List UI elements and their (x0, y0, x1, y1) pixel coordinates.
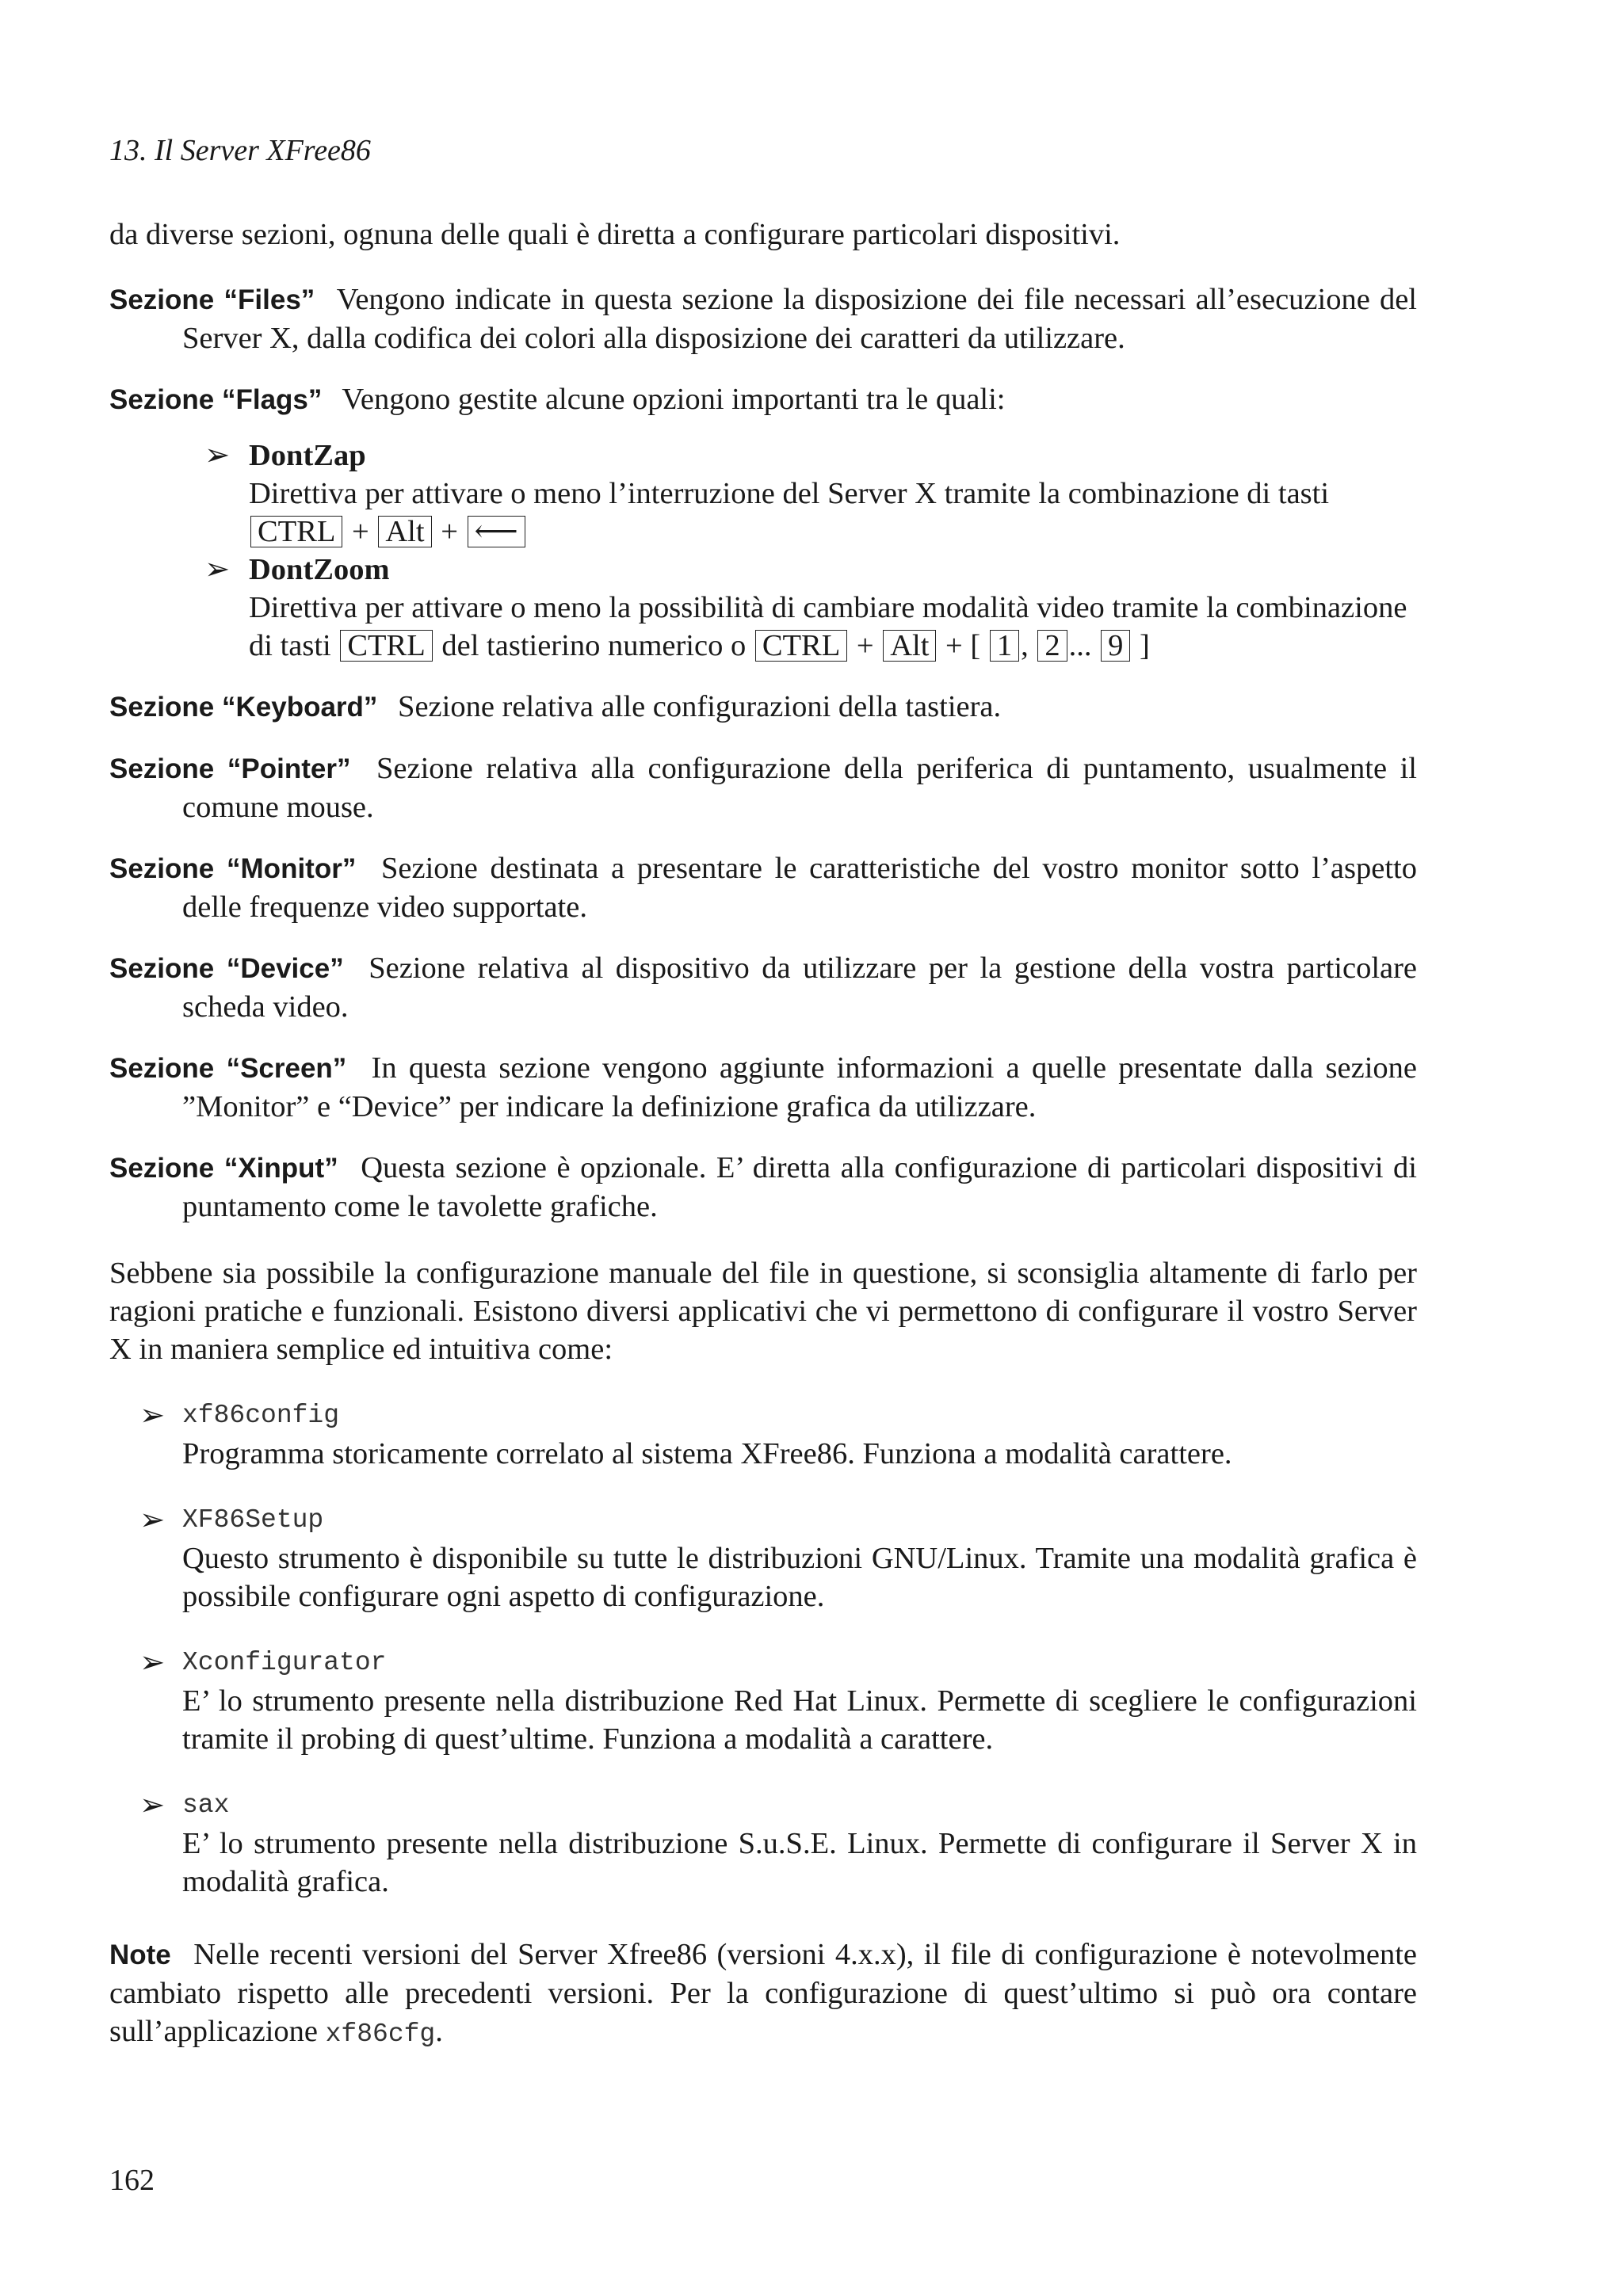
note-text: Nelle recenti versioni del Server Xfree86 (versioni 4.x.x), il file di configurazione è notevolmente cambiato rispetto alle precedenti versioni. Per la configurazione di quest’ultimo si può ora contare sull’applicazione (109, 1938, 1418, 2048)
section-keyboard-text: Sezione relativa alle configurazioni della tastiera. (398, 690, 1002, 723)
page-number: 162 (109, 2164, 155, 2197)
section-device (109, 949, 1417, 1026)
key-1: 1 (990, 630, 1019, 662)
section-flags-label: Sezione “Flags” (109, 384, 323, 415)
section-xinput-label: Sezione “Xinput” (109, 1153, 338, 1184)
tools-list (109, 1397, 1417, 1901)
section-keyboard (109, 688, 1417, 727)
section-pointer-text: Sezione relativa alla configurazione della periferica di puntamento, usualmente il comune mouse. (182, 752, 1417, 824)
section-screen-text: In questa sezione vengono aggiunte informazioni a quelle presentate dalla sezione ”Monitor” e “Device” per indicare la definizione grafica da utilizzare. (182, 1051, 1417, 1123)
arrow-icon: ➢ (204, 439, 231, 472)
flag-dontzoom-text2: del tastierino numerico o (441, 629, 747, 662)
tool-item (109, 1501, 1417, 1615)
note-app-name: xf86cfg (325, 2019, 436, 2049)
section-pointer-label: Sezione “Pointer” (109, 753, 351, 784)
flags-list (109, 437, 1417, 665)
key-backspace-icon: ⟵ (468, 516, 525, 547)
tool-name: XF86Setup (182, 1505, 324, 1535)
note-end: . (435, 2015, 443, 2048)
key-2: 2 (1037, 630, 1067, 662)
section-monitor-label: Sezione “Monitor” (109, 853, 357, 884)
tool-desc: E’ lo strumento presente nella distribuzione S.u.S.E. Linux. Permette di configurare il Server X in modalità grafica. (182, 1827, 1417, 1898)
arrow-icon: ➢ (204, 553, 231, 586)
section-flags (109, 380, 1417, 419)
section-flags-text: Vengono gestite alcune opzioni importanti tra le quali: (342, 383, 1006, 416)
section-screen (109, 1049, 1417, 1126)
body-paragraph: Sebbene sia possibile la configurazione manuale del file in questione, si sconsiglia altamente di farlo per ragioni pratiche e funzionali. Esistono diversi applicativi che vi permettono di configurare il vostro Server X in maniera semplice ed intuitiva come: (109, 1257, 1417, 1366)
tool-item (109, 1397, 1417, 1473)
tool-item (109, 1787, 1417, 1901)
section-device-text: Sezione relativa al dispositivo da utilizzare per la gestione della vostra particolare scheda video. (182, 952, 1418, 1024)
arrow-icon: ➢ (139, 1504, 166, 1537)
running-head: 13. Il Server XFree86 (109, 134, 371, 167)
flag-dontzoom (109, 551, 1417, 665)
tool-name: sax (182, 1791, 230, 1820)
bracket-close: ] (1139, 629, 1150, 662)
arrow-icon: ➢ (139, 1646, 166, 1680)
intro-text: da diverse sezioni, ognuna delle quali è diretta a configurare particolari dispositivi. (109, 218, 1121, 251)
note-paragraph (109, 1936, 1417, 2054)
arrow-icon: ➢ (139, 1789, 166, 1822)
section-files (109, 280, 1417, 357)
tool-name: Xconfigurator (182, 1648, 387, 1677)
section-monitor (109, 849, 1417, 926)
section-xinput (109, 1149, 1417, 1226)
flag-dontzap-text: Direttiva per attivare o meno l’interruzione del Server X tramite la combinazione di tasti (249, 477, 1330, 510)
key-ctrl: CTRL (250, 516, 342, 547)
comma: , (1021, 629, 1029, 662)
plus-sign: + (352, 515, 369, 548)
tool-desc: E’ lo strumento presente nella distribuzione Red Hat Linux. Permette di scegliere le configurazioni tramite il probing di quest’ultime. Funziona a modalità a carattere. (182, 1684, 1417, 1756)
plus-sign: + (945, 629, 963, 662)
section-pointer (109, 749, 1417, 826)
tool-desc: Programma storicamente correlato al sistema XFree86. Funziona a modalità carattere. (182, 1437, 1232, 1470)
section-monitor-text: Sezione destinata a presentare le caratteristiche del vostro monitor sotto l’aspetto delle frequenze video supportate. (182, 852, 1417, 924)
plus-sign: + (856, 629, 874, 662)
flag-dontzap-term: DontZap (249, 439, 366, 472)
tool-name: xf86config (182, 1401, 340, 1430)
section-files-label: Sezione “Files” (109, 284, 315, 315)
sections-list (109, 280, 1417, 2054)
key-ctrl: CTRL (755, 630, 847, 662)
key-ctrl: CTRL (340, 630, 432, 662)
flag-dontzoom-term: DontZoom (249, 553, 390, 586)
flag-dontzoom-text: Direttiva per attivare o meno la possibilità di cambiare modalità video tramite la combinazione di tasti (249, 591, 1407, 662)
key-9: 9 (1101, 630, 1130, 662)
flag-dontzap (109, 437, 1417, 551)
section-files-text: Vengono indicate in questa sezione la disposizione dei file necessari all’esecuzione del Server X, dalla codifica dei colori alla disposizione dei caratteri da utilizzare. (182, 283, 1418, 355)
section-screen-label: Sezione “Screen” (109, 1053, 347, 1084)
plus-sign: + (441, 515, 458, 548)
key-alt: Alt (883, 630, 936, 662)
note-label: Note (109, 1939, 171, 1970)
tool-item (109, 1644, 1417, 1758)
ellipsis: ... (1068, 629, 1092, 662)
tool-desc: Questo strumento è disponibile su tutte le distribuzioni GNU/Linux. Tramite una modalità grafica è possibile configurare ogni aspetto di configurazione. (182, 1542, 1417, 1613)
section-keyboard-label: Sezione “Keyboard” (109, 692, 378, 723)
key-alt: Alt (378, 516, 431, 547)
arrow-icon: ➢ (139, 1399, 166, 1432)
bracket-open: [ (970, 629, 981, 662)
section-device-label: Sezione “Device” (109, 953, 344, 984)
section-xinput-text: Questa sezione è opzionale. E’ diretta alla configurazione di particolari dispositivi di puntamento come le tavolette grafiche. (182, 1151, 1417, 1223)
